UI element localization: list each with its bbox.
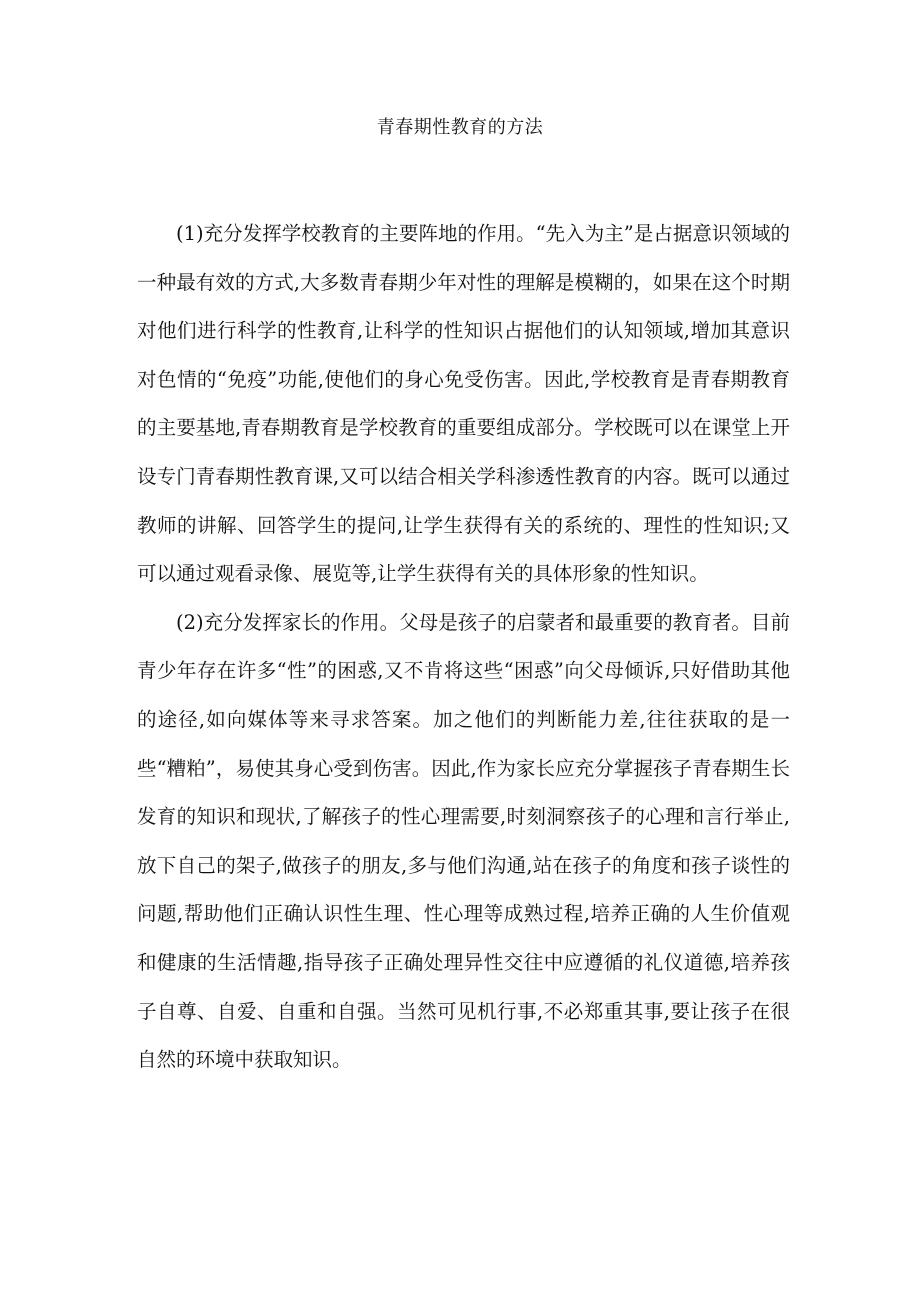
paragraph-parent-role: (2)充分发挥家长的作用。父母是孩子的启蒙者和最重要的教育者。目前青少年存在许多“性”的困惑,又不肯将这些“困惑”向父母倾诉,只好借助其他的途径,如向媒体等来寻求答案。加之他们的判断能力差,往往获取的是一些“糟粕”，易使其身心受到伤害。因此,作为家长应充分掌握孩子青春期生长发育的知识和现状,了解孩子的性心理需要,时刻洞察孩子的心理和言行举止,放下自己的架子,做孩子的朋友,多与他们沟通,站在孩子的角度和孩子谈性的问题,帮助他们正确认识性生理、性心理等成熟过程,培养正确的人生价值观和健康的生活情趣,指导孩子正确处理异性交往中应遵循的礼仪道德,培养孩子自尊、自爱、自重和自强。当然可见机行事,不必郑重其事,要让孩子在很自然的环境中获取知识。 bbox=[137, 610, 790, 1072]
document-body bbox=[137, 210, 790, 1085]
document-title: 青春期性教育的方法 bbox=[376, 117, 544, 138]
paragraph-school-education: (1)充分发挥学校教育的主要阵地的作用。“先入为主”是占据意识领域的一种最有效的方式,大多数青春期少年对性的理解是模糊的，如果在这个时期对他们进行科学的性教育,让科学的性知识占据他们的认知领域,增加其意识对色情的“免疫”功能,使他们的身心免受伤害。因此,学校教育是青春期教育的主要基地,青春期教育是学校教育的重要组成部分。学校既可以在课堂上开设专门青春期性教育课,又可以结合相关学科渗透性教育的内容。既可以通过教师的讲解、回答学生的提问,让学生获得有关的系统的、理性的性知识;又可以通过观看录像、展览等,让学生获得有关的具体形象的性知识。 bbox=[137, 222, 790, 586]
